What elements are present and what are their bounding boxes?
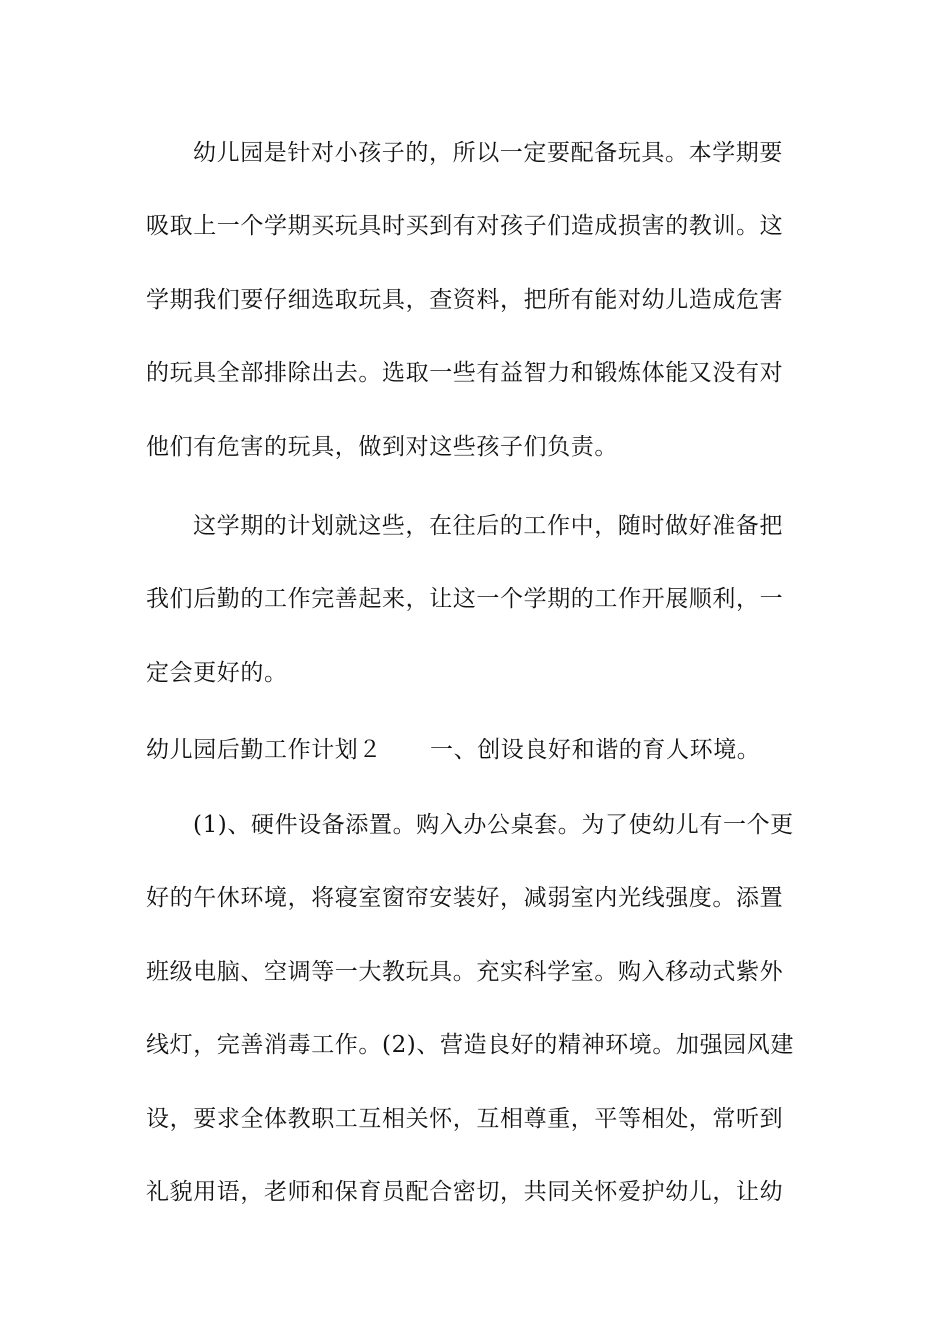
- paragraph-line: (1)、硬件设备添置。购入办公桌套。为了使幼儿有一个更: [193, 812, 794, 838]
- paragraph-line: 幼儿园是针对小孩子的，所以一定要配备玩具。本学期要: [193, 140, 783, 166]
- heading-title: 幼儿园后勤工作计划２: [146, 737, 382, 763]
- section-heading: [146, 735, 816, 765]
- paragraph-line: 线灯，完善消毒工作。(2)、营造良好的精神环境。加强园风建: [146, 1032, 794, 1058]
- paragraph-line: 这学期的计划就这些，在往后的工作中，随时做好准备把: [193, 513, 783, 539]
- paragraph-line: 我们后勤的工作完善起来，让这一个学期的工作开展顺利，一: [146, 586, 784, 612]
- paragraph-line: 的玩具全部排除出去。选取一些有益智力和锻炼体能又没有对: [146, 360, 784, 386]
- paragraph-line: 设，要求全体教职工互相关怀，互相尊重，平等相处，常听到: [146, 1106, 784, 1132]
- paragraph-line: 吸取上一个学期买玩具时买到有对孩子们造成损害的教训。这: [146, 213, 784, 239]
- heading-section: 一、创设良好和谐的育人环境。: [430, 737, 761, 763]
- paragraph-line: 定会更好的。: [146, 660, 288, 686]
- paragraph-line: 班级电脑、空调等一大教玩具。充实科学室。购入移动式紫外: [146, 959, 784, 985]
- paragraph-line: 礼貌用语，老师和保育员配合密切，共同关怀爱护幼儿，让幼: [146, 1179, 784, 1205]
- paragraph-line: 他们有危害的玩具，做到对这些孩子们负责。: [146, 434, 618, 460]
- paragraph-line: 学期我们要仔细选取玩具，查资料，把所有能对幼儿造成危害: [146, 287, 784, 313]
- paragraph-line: 好的午休环境，将寝室窗帘安装好，减弱室内光线强度。添置: [146, 885, 784, 911]
